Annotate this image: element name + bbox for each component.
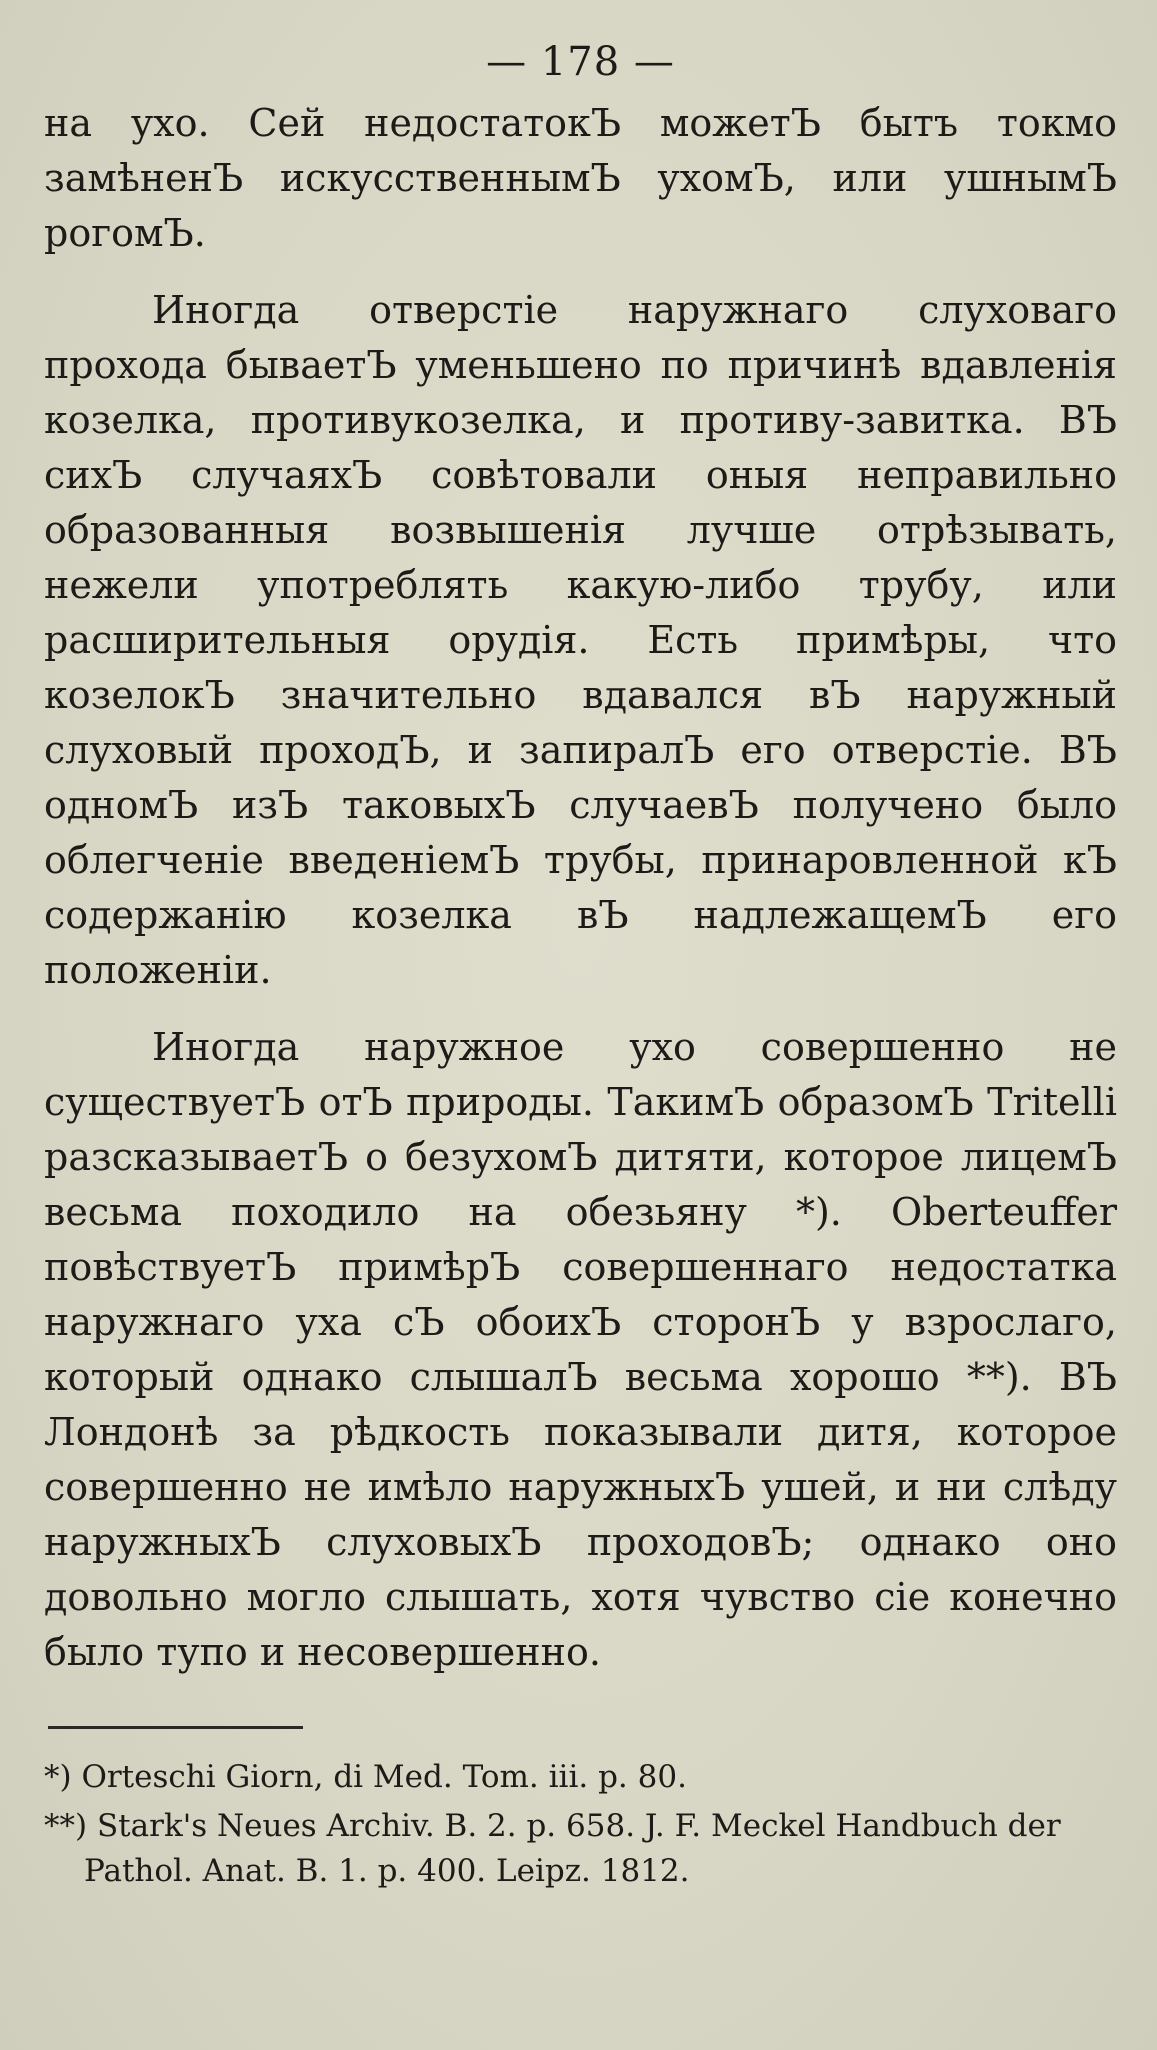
paragraph-continued: на ухо. Сей недостатокЪ можетЪ бытъ токмо замѣненЪ искусственнымЪ ухомЪ, или ушнымЪ рогомЪ. [44,101,1117,255]
main-text [44,96,1117,1680]
footnotes [44,1755,1117,1894]
paragraph: Иногда отверстіе наружнаго слуховаго прохода бываетЪ уменьшено по причинѣ вдавленія козелка, противукозелка, и противу-завитка. ВЪ сихЪ случаяхЪ совѣтовали оныя неправильно образованныя возвышенія лучше отрѣзывать, нежели употреблять какую-либо трубу, или расширительныя орудія. Есть примѣры, что козелокЪ значительно вдавался вЪ наружный слуховый проходЪ, и запиралЪ его отверстіе. ВЪ одномЪ изЪ таковыхЪ случаевЪ получено было облегченіе введеніемЪ трубы, принаровленной кЪ содержанію козелка вЪ надлежащемЪ его положеніи. [44,288,1117,992]
footnote: *) Orteschi Giorn, di Med. Tom. iii. p. 80. [44,1759,687,1795]
page-number: — 178 — [486,39,675,85]
footnote-divider [48,1726,303,1729]
paragraph: Иногда наружное ухо совершенно не существуетЪ отЪ природы. ТакимЪ образомЪ Tritelli разсказываетЪ о безухомЪ дитяти, которое лицемЪ весьма походило на обезьяну *). Oberteuffer повѣствуетЪ примѣрЪ совершеннаго недостатка наружнаго уха сЪ обоихЪ сторонЪ у взрослаго, который однако слышалЪ весьма хорошо **). ВЪ Лондонѣ за рѣдкость показывали дитя, которое совершенно не имѣло наружныхЪ ушей, и ни слѣду наружныхЪ слуховыхЪ проходовЪ; однако оно довольно могло слышать, хотя чувство сіе конечно было тупо и несовершенно. [44,1025,1117,1674]
footnote: **) Stark's Neues Archiv. B. 2. p. 658. J. F. Meckel Handbuch der Pathol. Anat. B. 1. p. 400. Leipz. 1812. [44,1808,1061,1889]
